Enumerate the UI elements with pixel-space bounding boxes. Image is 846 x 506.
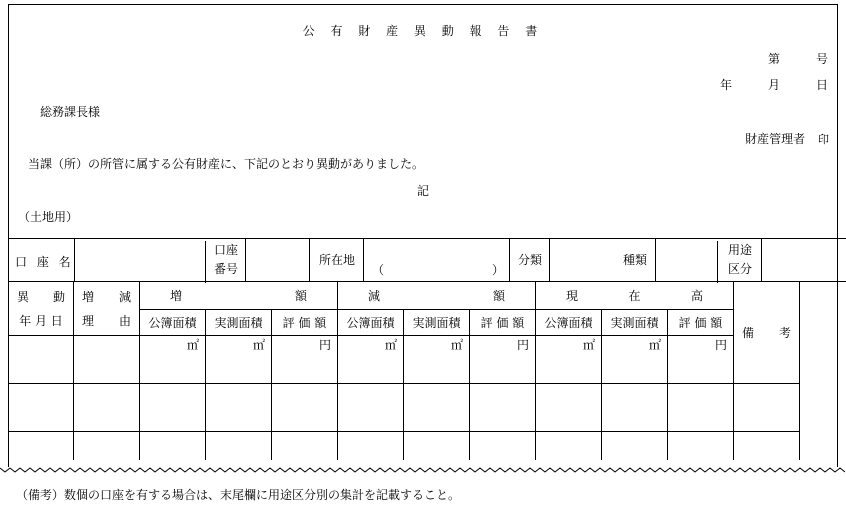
- reason-char1: 増: [82, 289, 95, 304]
- row2-date[interactable]: [9, 384, 74, 432]
- current-group-header: [536, 282, 734, 310]
- table-row: [9, 336, 846, 384]
- row1-dec-valuation[interactable]: [470, 336, 536, 384]
- type-label: 種類: [622, 253, 647, 267]
- row1-inc-measured-area[interactable]: [206, 336, 272, 384]
- change-date-header: [9, 282, 74, 336]
- form-category: （土地用）: [18, 210, 79, 224]
- cur-measured-area-header: 実測面積: [602, 310, 668, 336]
- classification-label: 分類: [509, 239, 550, 281]
- reason-char4: 由: [118, 313, 131, 328]
- location-label: 所在地: [309, 239, 364, 281]
- change-date-sub: 年 月 日: [19, 313, 63, 328]
- info-row: [9, 239, 846, 282]
- row2-inc-public-area[interactable]: [140, 384, 206, 432]
- row2-dec-public-area[interactable]: [338, 384, 404, 432]
- inc-measured-area-header: 実測面積: [206, 310, 272, 336]
- footer-note: （備考）数個の口座を有する場合は、末尾欄に用途区分別の集計を記載すること。: [16, 488, 461, 502]
- dec-public-area-header: 公簿面積: [338, 310, 404, 336]
- change-date-char2: 動: [52, 289, 65, 304]
- row1-reason[interactable]: [74, 336, 140, 384]
- row1-date[interactable]: [9, 336, 74, 384]
- reason-char2: 減: [118, 289, 131, 304]
- type-value[interactable]: [655, 239, 718, 281]
- unit-yen: 円: [714, 338, 727, 352]
- dec-valuation-header: 評 価 額: [470, 310, 536, 336]
- decrease-char2: 額: [492, 289, 505, 303]
- doc-number: 第 号: [767, 52, 828, 66]
- row2-reason[interactable]: [74, 384, 140, 432]
- property-manager-label: 財産管理者: [745, 132, 806, 146]
- torn-edge-divider: [0, 462, 846, 476]
- location-paren-open: （: [372, 263, 385, 277]
- cur-valuation-header: 評 価 額: [668, 310, 734, 336]
- decrease-char1: 減: [368, 289, 381, 303]
- asset-change-table: [8, 238, 846, 460]
- unit-sqm: ㎡: [582, 338, 595, 352]
- classification-value[interactable]: [549, 239, 616, 281]
- row3-reason[interactable]: [74, 432, 140, 460]
- row2-inc-valuation[interactable]: [272, 384, 338, 432]
- reason-char3: 理: [82, 313, 95, 328]
- row3-inc-public-area[interactable]: [140, 432, 206, 460]
- usage-label: [717, 241, 762, 283]
- row3-date[interactable]: [9, 432, 74, 460]
- increase-char1: 増: [170, 289, 183, 303]
- unit-sqm: ㎡: [252, 338, 265, 352]
- intro-text: 当課（所）の所管に属する公有財産に、下記のとおり異動がありました。: [28, 157, 425, 171]
- row3-dec-measured-area[interactable]: [404, 432, 470, 460]
- decrease-group-header: [338, 282, 536, 310]
- unit-sqm: ㎡: [186, 338, 199, 352]
- row3-inc-measured-area[interactable]: [206, 432, 272, 460]
- unit-sqm: ㎡: [450, 338, 463, 352]
- current-char2: 在: [628, 289, 641, 303]
- remarks-header: [734, 282, 800, 384]
- usage-label-line1: 用途: [727, 243, 752, 257]
- row3-cur-valuation[interactable]: [668, 432, 734, 460]
- location-value[interactable]: [363, 239, 510, 281]
- property-manager: [745, 130, 830, 147]
- doc-date: 年 月 日: [719, 78, 828, 92]
- usage-value[interactable]: [761, 239, 838, 281]
- row3-dec-public-area[interactable]: [338, 432, 404, 460]
- table-row: [9, 432, 846, 460]
- account-no-label: [205, 241, 246, 283]
- unit-yen: 円: [516, 338, 529, 352]
- row2-cur-valuation[interactable]: [668, 384, 734, 432]
- account-no-label-line2: 番号: [213, 262, 238, 276]
- row1-inc-valuation[interactable]: [272, 336, 338, 384]
- account-no-value[interactable]: [245, 239, 310, 281]
- current-char1: 現: [566, 289, 579, 303]
- unit-sqm: ㎡: [648, 338, 661, 352]
- row2-cur-public-area[interactable]: [536, 384, 602, 432]
- row2-cur-measured-area[interactable]: [602, 384, 668, 432]
- row2-dec-measured-area[interactable]: [404, 384, 470, 432]
- row3-inc-valuation[interactable]: [272, 432, 338, 460]
- unit-yen: 円: [318, 338, 331, 352]
- row2-dec-valuation[interactable]: [470, 384, 536, 432]
- row3-dec-valuation[interactable]: [470, 432, 536, 460]
- location-paren-close: ）: [492, 263, 505, 277]
- table-row: [9, 384, 846, 432]
- account-name-label: 口 座 名: [15, 255, 74, 269]
- usage-label-line2: 区分: [727, 262, 752, 276]
- row1-cur-valuation[interactable]: [668, 336, 734, 384]
- row1-dec-public-area[interactable]: [338, 336, 404, 384]
- addressee: 総務課長様: [40, 105, 101, 119]
- account-name-value[interactable]: [74, 239, 205, 281]
- header-row-1: [9, 282, 846, 310]
- account-no-label-line1: 口座: [213, 243, 238, 257]
- remarks-char1: 備: [742, 326, 755, 340]
- inc-valuation-header: 評 価 額: [272, 310, 338, 336]
- row3-cur-measured-area[interactable]: [602, 432, 668, 460]
- form-title: 公 有 財 産 異 動 報 告 書: [302, 24, 544, 38]
- row1-cur-public-area[interactable]: [536, 336, 602, 384]
- row1-cur-measured-area[interactable]: [602, 336, 668, 384]
- unit-sqm: ㎡: [384, 338, 397, 352]
- row3-remarks[interactable]: [734, 432, 800, 460]
- current-char3: 高: [690, 289, 703, 303]
- seal-mark: 印: [818, 133, 829, 146]
- row2-inc-measured-area[interactable]: [206, 384, 272, 432]
- remarks-char2: 考: [778, 326, 791, 340]
- reason-header: [74, 282, 140, 336]
- dec-measured-area-header: 実測面積: [404, 310, 470, 336]
- row3-cur-public-area[interactable]: [536, 432, 602, 460]
- cur-public-area-header: 公簿面積: [536, 310, 602, 336]
- row2-remarks[interactable]: [734, 384, 800, 432]
- change-date-char1: 異: [17, 289, 30, 304]
- row1-dec-measured-area[interactable]: [404, 336, 470, 384]
- increase-char2: 額: [294, 289, 307, 303]
- row1-inc-public-area[interactable]: [140, 336, 206, 384]
- increase-group-header: [140, 282, 338, 310]
- inc-public-area-header: 公簿面積: [140, 310, 206, 336]
- ki-heading: 記: [417, 184, 430, 198]
